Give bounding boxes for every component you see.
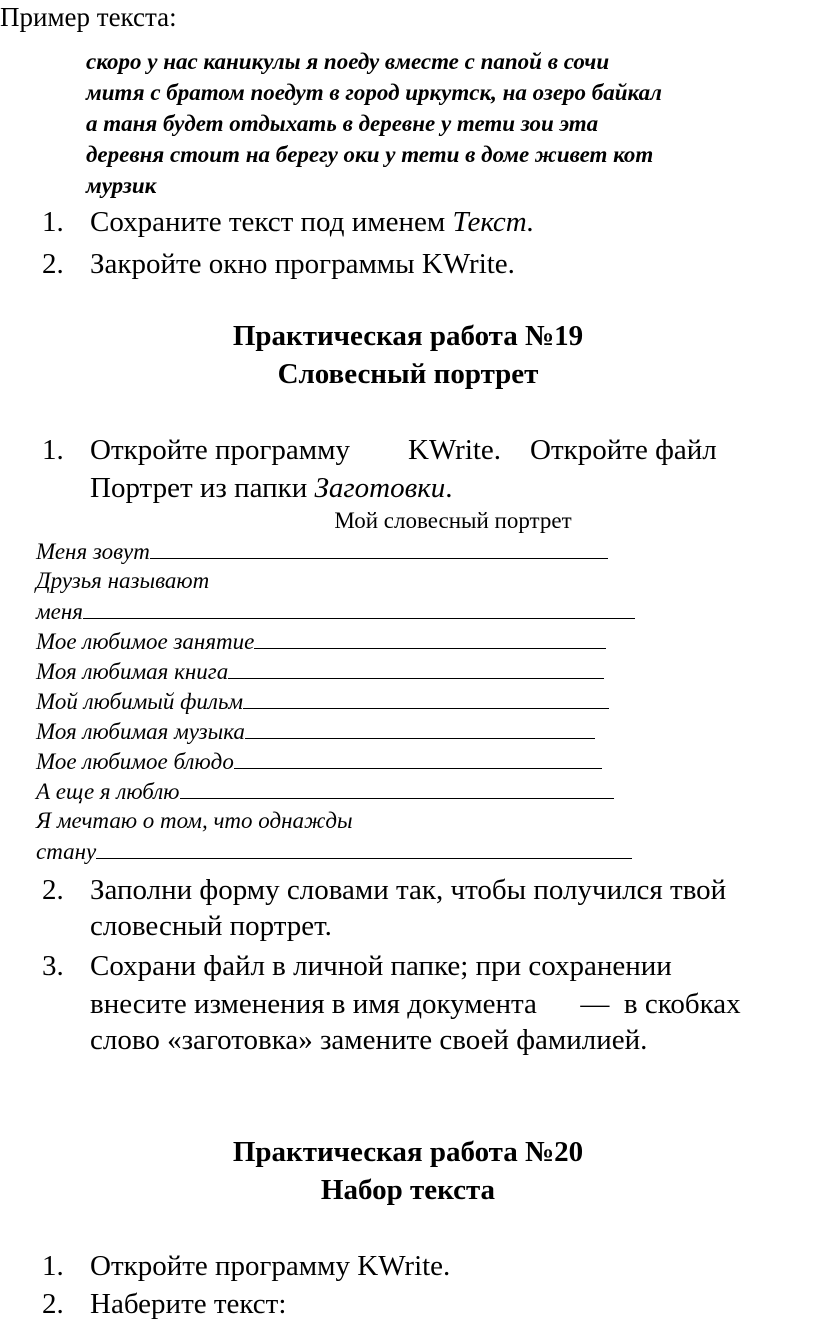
blank-line — [83, 598, 635, 619]
sample-line: а таня будет отдыхать в деревне у тети зои эта — [86, 111, 599, 136]
blank-line — [254, 628, 606, 649]
work19-step2-line2: словесный портрет. — [90, 910, 332, 942]
form-row-friends-cont: меня — [36, 598, 635, 625]
form-row-film: Мой любимый фильм — [36, 688, 609, 715]
work19-title: Практическая работа №19 — [232, 320, 584, 352]
form-row-name: Меня зовут — [36, 538, 608, 565]
blank-line — [245, 718, 595, 739]
work19-step1-line2: Портрет из папки Заготовки. — [90, 472, 453, 504]
form-row-friends: Друзья называют — [36, 568, 210, 593]
work19-step3-line3: слово «заготовка» замените своей фамилией. — [90, 1024, 648, 1056]
work19-step3-line2: внесите изменения в имя документа — в скобках — [90, 988, 741, 1020]
intro-label: Пример текста: — [0, 2, 177, 32]
step-number: 1. — [42, 206, 64, 238]
file-name: Текст. — [452, 206, 535, 238]
work19-step3-line1: Сохрани файл в личной папке; при сохранении — [90, 950, 672, 982]
step-number: 3. — [42, 950, 64, 982]
step-save-text: Сохраните текст под именем Текст. — [90, 206, 535, 238]
sample-line: скоро у нас каникулы я поеду вместе с папой в сочи — [86, 49, 610, 74]
sample-line: деревня стоит на берегу оки у тети в доме живет кот — [86, 142, 654, 167]
work20-step1: Откройте программу KWrite. — [90, 1250, 451, 1282]
step-number: 2. — [42, 248, 64, 280]
form-title: Мой словесный портрет — [334, 508, 572, 533]
form-row-music: Моя любимая музыка — [36, 718, 595, 745]
blank-line — [96, 838, 632, 859]
folder-name: Заготовки — [314, 472, 446, 504]
work20-title: Практическая работа №20 — [232, 1136, 584, 1168]
blank-line — [228, 658, 604, 679]
blank-line — [180, 778, 614, 799]
form-row-hobby: Мое любимое занятие — [36, 628, 606, 655]
form-row-dream-cont: стану — [36, 838, 632, 865]
blank-line — [243, 688, 609, 709]
form-row-dish: Мое любимое блюдо — [36, 748, 602, 775]
step-number: 1. — [42, 1250, 64, 1282]
form-row-love: А еще я люблю — [36, 778, 614, 805]
step-close-window: Закройте окно программы KWrite. — [90, 248, 515, 280]
sample-line: мурзик — [86, 173, 157, 198]
form-row-book: Моя любимая книга — [36, 658, 604, 685]
step-number: 2. — [42, 1288, 64, 1320]
work20-step2: Наберите текст: — [90, 1288, 287, 1320]
sample-text — [86, 46, 662, 201]
step-number: 2. — [42, 874, 64, 906]
work19-step1-line1: Откройте программу KWrite. Откройте файл — [90, 434, 717, 466]
work20-subtitle: Набор текста — [320, 1174, 496, 1206]
step-number: 1. — [42, 434, 64, 466]
work19-step2-line1: Заполни форму словами так, чтобы получился твой — [90, 874, 727, 906]
blank-line — [150, 538, 608, 559]
work19-subtitle: Словесный портрет — [277, 358, 539, 390]
blank-line — [234, 748, 602, 769]
form-row-dream: Я мечтаю о том, что однажды — [36, 808, 353, 833]
sample-line: митя с братом поедут в город иркутск, на озеро байкал — [86, 80, 662, 105]
